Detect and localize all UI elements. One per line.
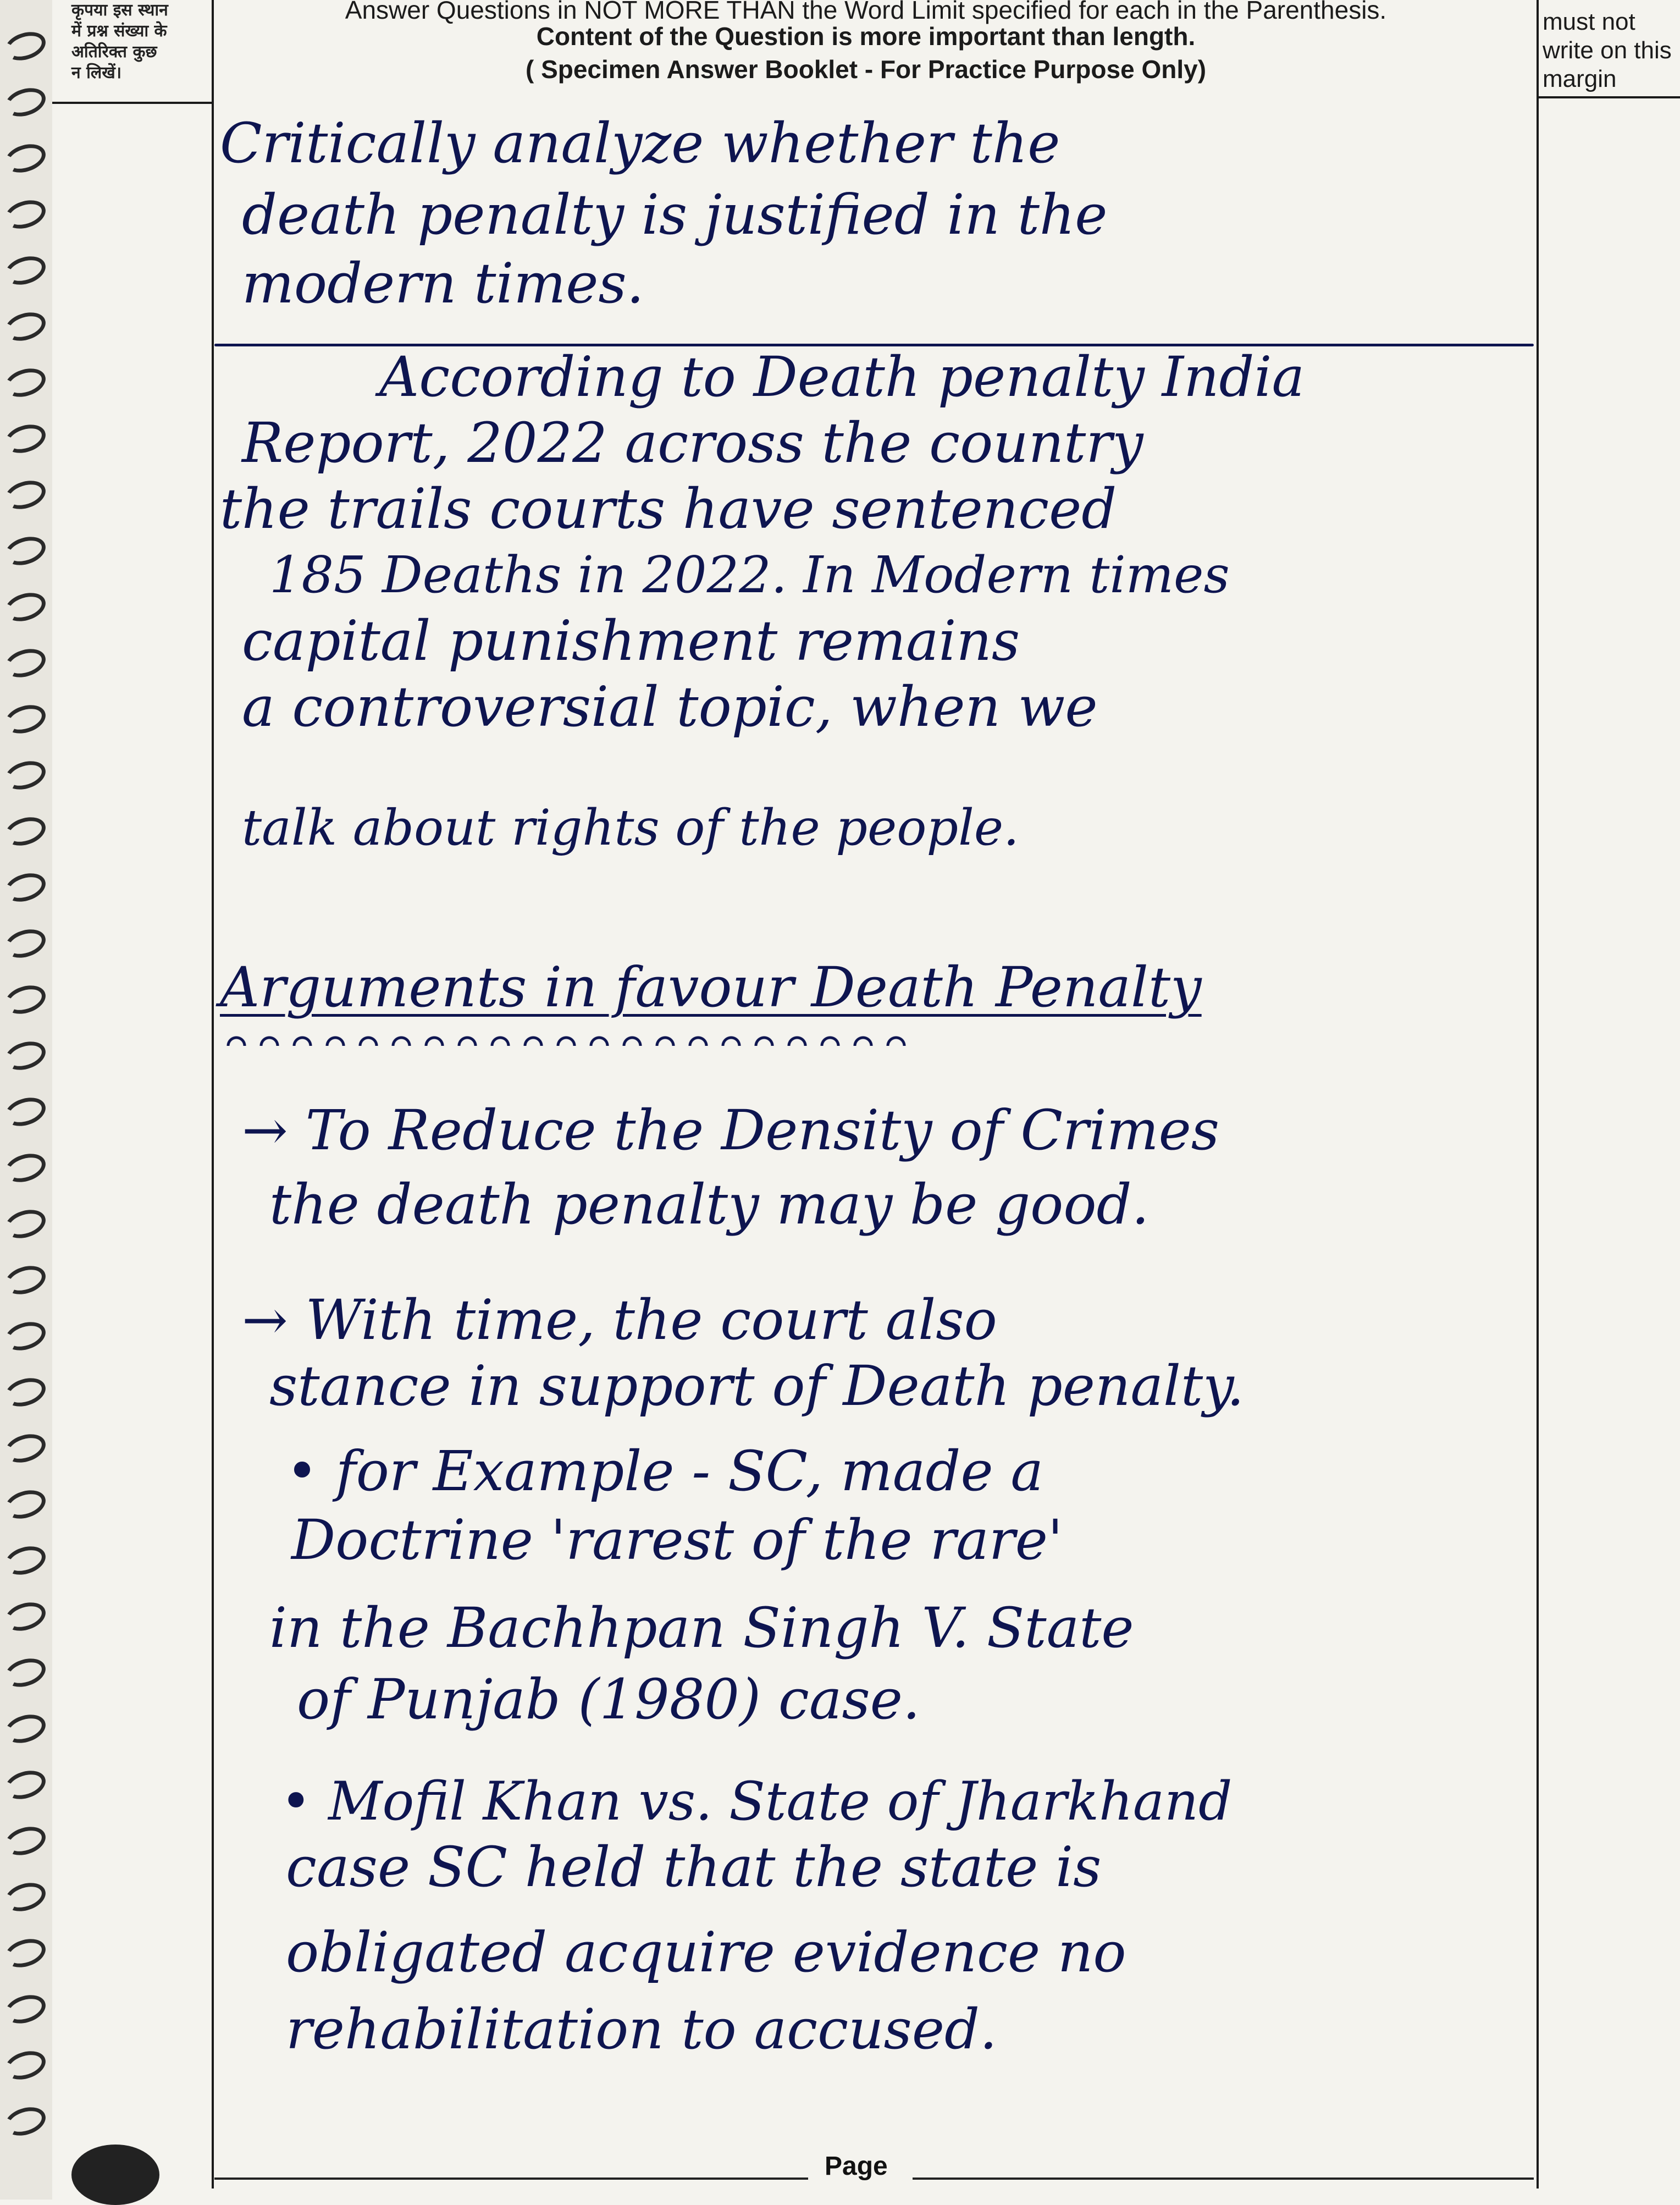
argument-line: stance in support of Death penalty. — [269, 1354, 1245, 1418]
argument-line: • Mofil Khan vs. State of Jharkhand — [280, 1771, 1233, 1832]
intro-line: a controversial topic, when we — [242, 675, 1098, 739]
argument-line: rehabilitation to accused. — [286, 1997, 997, 2061]
specimen-note: ( Specimen Answer Booklet - For Practice Purpose Only) — [525, 55, 1207, 84]
spiral-ring — [1, 1710, 49, 1748]
margin-warning-line: write on this — [1543, 37, 1672, 64]
intro-line: talk about rights of the people. — [242, 799, 1019, 857]
intro-line: capital punishment remains — [242, 609, 1020, 673]
argument-line: → With time, the court also — [242, 1288, 997, 1352]
spiral-ring — [1, 251, 49, 289]
intro-line: 185 Deaths in 2022. In Modern times — [269, 545, 1230, 604]
spiral-ring — [1, 1653, 49, 1691]
section-heading: Arguments in favour Death Penalty — [220, 955, 1202, 1019]
instruction-line: Content of the Question is more important than length. — [536, 22, 1196, 51]
footer-rule-right — [913, 2178, 1534, 2180]
spiral-ring — [1, 700, 49, 738]
spiral-ring — [1, 1205, 49, 1243]
spiral-ring — [1, 1093, 49, 1131]
intro-line: Report, 2022 across the country — [242, 411, 1143, 475]
spiral-ring — [1, 1541, 49, 1579]
argument-line: Doctrine 'rarest of the rare' — [291, 1508, 1063, 1572]
footer-rule-left — [214, 2178, 808, 2180]
spiral-ring — [1, 2046, 49, 2084]
spiral-ring — [1, 1822, 49, 1860]
spiral-ring — [1, 27, 49, 65]
spiral-ring — [1, 1766, 49, 1804]
spiral-ring — [1, 1261, 49, 1299]
argument-line: obligated acquire evidence no — [286, 1920, 1126, 1984]
argument-line: case SC held that the state is — [286, 1835, 1102, 1899]
spiral-ring — [1, 1597, 49, 1635]
spiral-ring — [1, 532, 49, 570]
hindi-note-line: कृपया इस स्थान — [71, 1, 168, 20]
spiral-ring — [1, 644, 49, 682]
instruction-line: Answer Questions in NOT MORE THAN the Word Limit specified for each in the Parenthesis. — [345, 0, 1387, 24]
corner-smudge — [71, 2145, 159, 2205]
header-rule-left — [52, 102, 212, 104]
page-label: Page — [825, 2152, 888, 2181]
intro-line: According to Death penalty India — [379, 345, 1305, 409]
spiral-ring — [1, 1149, 49, 1187]
spiral-ring — [1, 195, 49, 233]
spiral-ring — [1, 868, 49, 906]
spiral-ring — [1, 363, 49, 401]
question-line: Critically analyze whether the — [220, 111, 1060, 175]
spiral-ring — [1, 1429, 49, 1467]
spiral-ring — [1, 2102, 49, 2140]
spiral-ring — [1, 924, 49, 962]
spiral-ring — [1, 139, 49, 177]
question-line: death penalty is justified in the — [242, 183, 1108, 247]
margin-warning — [1543, 8, 1675, 93]
spiral-ring — [1, 476, 49, 514]
intro-line: the trails courts have sentenced — [220, 477, 1117, 541]
spiral-ring — [1, 307, 49, 345]
hindi-note-line: में प्रश्न संख्या के — [71, 21, 167, 41]
spiral-ring — [1, 1934, 49, 1972]
spiral-ring — [1, 1485, 49, 1523]
hindi-note-line: अतिरिक्त कुछ — [71, 42, 157, 62]
left-margin-rule — [212, 0, 214, 2189]
argument-line: → To Reduce the Density of Crimes — [242, 1098, 1220, 1162]
spiral-ring — [1, 756, 49, 794]
spiral-ring — [1, 1990, 49, 2028]
spiral-binding — [0, 0, 52, 2200]
spiral-ring — [1, 420, 49, 457]
argument-line: of Punjab (1980) case. — [297, 1667, 920, 1732]
spiral-ring — [1, 588, 49, 626]
spiral-ring — [1, 1037, 49, 1074]
hindi-margin-note — [71, 0, 168, 84]
argument-line: the death penalty may be good. — [269, 1172, 1150, 1237]
spiral-ring — [1, 980, 49, 1018]
heading-wavy-underline — [220, 1034, 907, 1046]
argument-line: in the Bachhpan Singh V. State — [269, 1596, 1134, 1660]
margin-warning-line: must not — [1543, 8, 1635, 35]
question-line: modern times. — [242, 251, 644, 316]
spiral-ring — [1, 1317, 49, 1355]
header-rule-right — [1537, 96, 1680, 98]
margin-warning-line: margin — [1543, 65, 1617, 92]
spiral-ring — [1, 1373, 49, 1411]
spiral-ring — [1, 812, 49, 850]
argument-line: • for Example - SC, made a — [286, 1439, 1044, 1503]
hindi-note-line: न लिखें। — [71, 63, 122, 82]
spiral-ring — [1, 83, 49, 121]
spiral-ring — [1, 1878, 49, 1916]
